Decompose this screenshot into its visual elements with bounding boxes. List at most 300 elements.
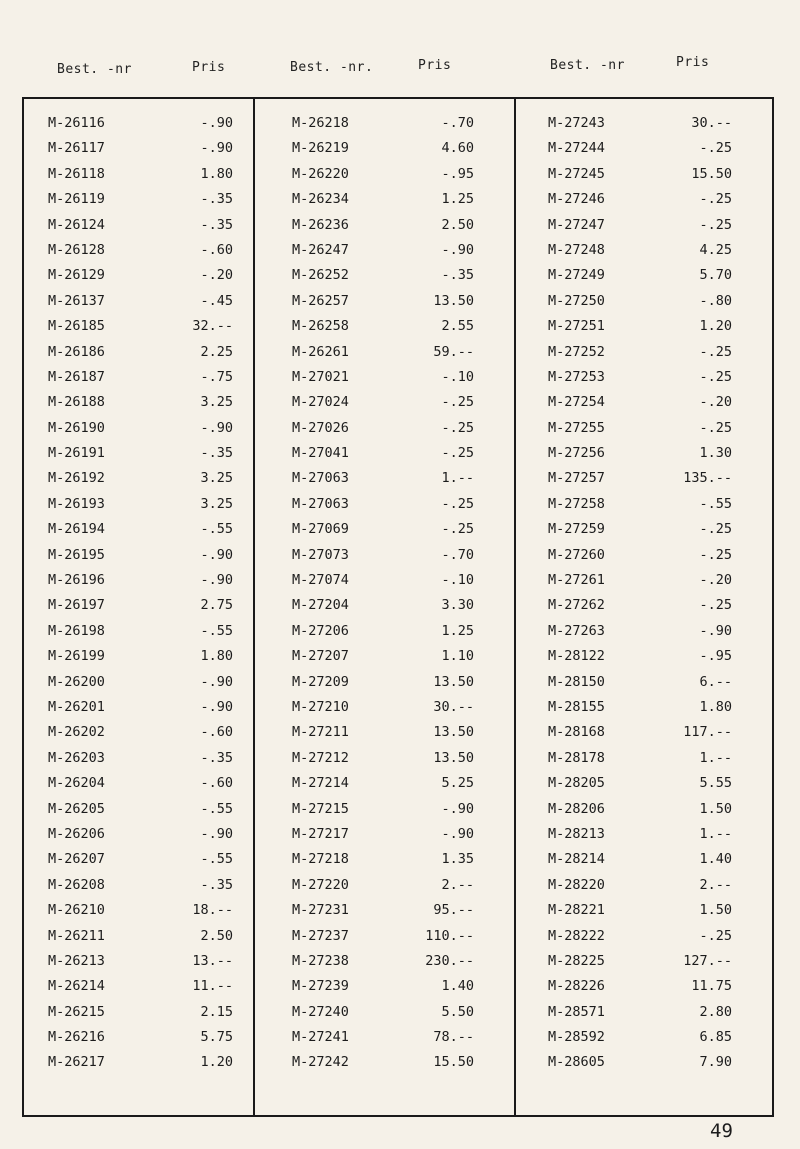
order-number: M-27261	[548, 572, 605, 589]
order-number: M-26137	[48, 292, 105, 309]
order-number: M-27239	[292, 978, 349, 995]
list-item	[48, 877, 233, 902]
order-number: M-26186	[48, 343, 105, 360]
list-item	[292, 470, 474, 495]
price-value: -.90	[699, 622, 732, 639]
list-item	[548, 648, 732, 673]
price-value: -.55	[699, 495, 732, 512]
list-item	[48, 953, 233, 978]
price-value: -.25	[441, 521, 474, 538]
order-number: M-27254	[548, 394, 605, 411]
list-item	[292, 623, 474, 648]
order-number: M-27253	[548, 368, 605, 385]
price-value: 1.80	[699, 698, 732, 715]
price-value: 2.75	[200, 597, 233, 614]
order-number: M-28571	[548, 1003, 605, 1020]
order-number: M-26199	[48, 648, 105, 665]
price-value: 1.50	[699, 800, 732, 817]
order-number: M-26236	[292, 216, 349, 233]
order-number: M-28155	[548, 698, 605, 715]
price-value: -.90	[200, 140, 233, 157]
list-item	[48, 445, 233, 470]
order-number: M-26220	[292, 165, 349, 182]
list-item	[292, 267, 474, 292]
order-number: M-26117	[48, 140, 105, 157]
order-number: M-27249	[548, 267, 605, 284]
order-number: M-26258	[292, 318, 349, 335]
price-value: 59.--	[433, 343, 474, 360]
price-value: 13.50	[433, 673, 474, 690]
order-number: M-26192	[48, 470, 105, 487]
order-number: M-26208	[48, 876, 105, 893]
order-number: M-26185	[48, 318, 105, 335]
order-number: M-26193	[48, 495, 105, 512]
price-value: 1.50	[699, 902, 732, 919]
price-value: 32.--	[192, 318, 233, 335]
order-number: M-26202	[48, 724, 105, 741]
list-item	[548, 572, 732, 597]
order-number: M-26116	[48, 115, 105, 131]
list-item	[48, 902, 233, 927]
price-value: -.55	[200, 851, 233, 868]
order-number: M-26216	[48, 1029, 105, 1046]
list-item	[548, 496, 732, 521]
order-number: M-27260	[548, 546, 605, 563]
order-number: M-28220	[548, 876, 605, 893]
price-value: 1.--	[699, 749, 732, 766]
order-number: M-26215	[48, 1003, 105, 1020]
list-item	[548, 217, 732, 242]
list-item	[48, 851, 233, 876]
order-number: M-28225	[548, 952, 605, 969]
price-value: -.60	[200, 724, 233, 741]
price-value: -.25	[699, 343, 732, 360]
list-item	[292, 521, 474, 546]
list-item	[292, 597, 474, 622]
price-value: 4.60	[441, 140, 474, 157]
order-number: M-26188	[48, 394, 105, 411]
price-value: -.35	[200, 445, 233, 462]
column-divider	[514, 97, 516, 1117]
list-item	[48, 140, 233, 165]
list-item	[548, 242, 732, 267]
list-item	[48, 724, 233, 749]
price-value: 1.25	[441, 191, 474, 208]
price-value: 2.80	[699, 1003, 732, 1020]
list-item	[48, 217, 233, 242]
price-value: -.25	[441, 445, 474, 462]
price-value: -.90	[441, 241, 474, 258]
list-item	[548, 724, 732, 749]
order-number: M-26190	[48, 419, 105, 436]
price-value: 5.25	[441, 775, 474, 792]
column-divider	[253, 97, 255, 1117]
order-number: M-26128	[48, 241, 105, 258]
price-value: -.75	[200, 368, 233, 385]
order-number: M-27026	[292, 419, 349, 436]
price-value: 127.--	[683, 952, 732, 969]
order-number: M-27220	[292, 876, 349, 893]
list-item	[292, 851, 474, 876]
list-item	[548, 597, 732, 622]
price-value: -.35	[200, 876, 233, 893]
col1-price-header: Pris	[192, 60, 226, 75]
list-item	[48, 978, 233, 1003]
price-value: -.25	[699, 216, 732, 233]
col2-code-header: Best. -nr.	[290, 60, 374, 75]
price-value: -.25	[699, 597, 732, 614]
price-value: 2.--	[441, 876, 474, 893]
price-value: -.10	[441, 572, 474, 589]
list-item	[548, 547, 732, 572]
list-item	[48, 775, 233, 800]
order-number: M-27243	[548, 115, 605, 131]
list-item	[292, 217, 474, 242]
order-number: M-26207	[48, 851, 105, 868]
price-value: 5.50	[441, 1003, 474, 1020]
list-item	[48, 597, 233, 622]
order-number: M-26234	[292, 191, 349, 208]
order-number: M-26257	[292, 292, 349, 309]
list-item	[48, 572, 233, 597]
order-number: M-27237	[292, 927, 349, 944]
order-number: M-27209	[292, 673, 349, 690]
price-value: -.35	[200, 749, 233, 766]
price-value: 78.--	[433, 1029, 474, 1046]
price-value: 3.30	[441, 597, 474, 614]
order-number: M-27259	[548, 521, 605, 538]
order-number: M-28605	[548, 1054, 605, 1071]
order-number: M-26247	[292, 241, 349, 258]
price-value: 30.--	[691, 115, 732, 131]
list-item	[48, 674, 233, 699]
price-value: 2.15	[200, 1003, 233, 1020]
price-value: 11.--	[192, 978, 233, 995]
list-item	[292, 877, 474, 902]
list-item	[548, 344, 732, 369]
order-number: M-28178	[548, 749, 605, 766]
price-column-3	[548, 115, 732, 1080]
order-number: M-27247	[548, 216, 605, 233]
price-value: 1.10	[441, 648, 474, 665]
order-number: M-26205	[48, 800, 105, 817]
price-value: -.80	[699, 292, 732, 309]
list-item	[48, 267, 233, 292]
order-number: M-27257	[548, 470, 605, 487]
order-number: M-26252	[292, 267, 349, 284]
price-value: 13.50	[433, 724, 474, 741]
price-value: -.35	[200, 191, 233, 208]
list-item	[548, 445, 732, 470]
order-number: M-28150	[548, 673, 605, 690]
order-number: M-27206	[292, 622, 349, 639]
order-number: M-27063	[292, 495, 349, 512]
price-value: -.25	[441, 394, 474, 411]
price-value: -.90	[200, 419, 233, 436]
price-value: -.95	[699, 648, 732, 665]
list-item	[292, 140, 474, 165]
order-number: M-26203	[48, 749, 105, 766]
order-number: M-27021	[292, 368, 349, 385]
price-value: 5.75	[200, 1029, 233, 1046]
order-number: M-27244	[548, 140, 605, 157]
price-value: -.90	[200, 698, 233, 715]
price-value: 2.--	[699, 876, 732, 893]
price-value: -.55	[200, 521, 233, 538]
order-number: M-26191	[48, 445, 105, 462]
order-number: M-27231	[292, 902, 349, 919]
price-value: 3.25	[200, 470, 233, 487]
list-item	[48, 1004, 233, 1029]
order-number: M-28226	[548, 978, 605, 995]
price-value: 13.50	[433, 292, 474, 309]
list-item	[548, 801, 732, 826]
order-number: M-26217	[48, 1054, 105, 1071]
price-value: -.25	[699, 419, 732, 436]
price-value: -.70	[441, 115, 474, 131]
price-value: -.25	[699, 191, 732, 208]
order-number: M-27256	[548, 445, 605, 462]
price-value: -.90	[441, 825, 474, 842]
list-item	[48, 648, 233, 673]
order-number: M-26210	[48, 902, 105, 919]
list-item	[48, 1054, 233, 1079]
list-item	[548, 521, 732, 546]
order-number: M-28213	[548, 825, 605, 842]
price-value: 5.70	[699, 267, 732, 284]
price-value: 110.--	[425, 927, 474, 944]
list-item	[48, 242, 233, 267]
order-number: M-27252	[548, 343, 605, 360]
list-item	[48, 623, 233, 648]
page-number: 49	[710, 1120, 733, 1142]
price-value: 6.--	[699, 673, 732, 690]
price-value: -.10	[441, 368, 474, 385]
price-value: 3.25	[200, 394, 233, 411]
list-item	[48, 801, 233, 826]
list-item	[548, 166, 732, 191]
list-item	[548, 1004, 732, 1029]
order-number: M-26196	[48, 572, 105, 589]
order-number: M-27258	[548, 495, 605, 512]
order-number: M-27250	[548, 292, 605, 309]
order-number: M-27251	[548, 318, 605, 335]
order-number: M-28168	[548, 724, 605, 741]
list-item	[548, 420, 732, 445]
list-item	[548, 775, 732, 800]
list-item	[548, 369, 732, 394]
order-number: M-26195	[48, 546, 105, 563]
price-value: 1.80	[200, 165, 233, 182]
list-item	[48, 420, 233, 445]
list-item	[48, 191, 233, 216]
order-number: M-27248	[548, 241, 605, 258]
list-item	[548, 1054, 732, 1079]
order-number: M-27241	[292, 1029, 349, 1046]
price-value: -.90	[200, 825, 233, 842]
list-item	[292, 724, 474, 749]
list-item	[292, 344, 474, 369]
list-item	[548, 699, 732, 724]
price-value: 1.80	[200, 648, 233, 665]
list-item	[48, 496, 233, 521]
list-item	[48, 470, 233, 495]
list-item	[292, 394, 474, 419]
order-number: M-27212	[292, 749, 349, 766]
price-value: -.25	[699, 140, 732, 157]
list-item	[292, 496, 474, 521]
order-number: M-26214	[48, 978, 105, 995]
order-number: M-27024	[292, 394, 349, 411]
price-value: -.55	[200, 622, 233, 639]
order-number: M-27263	[548, 622, 605, 639]
price-value: -.90	[200, 115, 233, 131]
order-number: M-27073	[292, 546, 349, 563]
list-item	[548, 851, 732, 876]
list-item	[292, 445, 474, 470]
order-number: M-26201	[48, 698, 105, 715]
price-value: 3.25	[200, 495, 233, 512]
order-number: M-27207	[292, 648, 349, 665]
price-value: 15.50	[433, 1054, 474, 1071]
col1-code-header: Best. -nr	[57, 62, 132, 77]
order-number: M-28122	[548, 648, 605, 665]
list-item	[48, 521, 233, 546]
list-item	[292, 775, 474, 800]
order-number: M-27218	[292, 851, 349, 868]
list-item	[292, 572, 474, 597]
list-item	[548, 826, 732, 851]
price-value: -.90	[200, 546, 233, 563]
price-value: 11.75	[691, 978, 732, 995]
price-value: -.60	[200, 775, 233, 792]
price-column-2	[292, 115, 474, 1080]
list-item	[292, 978, 474, 1003]
order-number: M-26119	[48, 191, 105, 208]
list-item	[48, 166, 233, 191]
list-item	[548, 623, 732, 648]
list-item	[292, 1004, 474, 1029]
order-number: M-26200	[48, 673, 105, 690]
list-item	[292, 191, 474, 216]
list-item	[548, 877, 732, 902]
order-number: M-27255	[548, 419, 605, 436]
order-number: M-28222	[548, 927, 605, 944]
price-value: 13.--	[192, 952, 233, 969]
order-number: M-26187	[48, 368, 105, 385]
order-number: M-27074	[292, 572, 349, 589]
price-value: -.25	[699, 927, 732, 944]
list-item	[292, 1029, 474, 1054]
price-column-1	[48, 115, 233, 1080]
price-value: 1.20	[200, 1054, 233, 1071]
order-number: M-27069	[292, 521, 349, 538]
order-number: M-26206	[48, 825, 105, 842]
list-item	[292, 242, 474, 267]
price-value: 230.--	[425, 952, 474, 969]
price-value: 1.25	[441, 622, 474, 639]
price-value: 135.--	[683, 470, 732, 487]
list-item	[548, 978, 732, 1003]
price-value: 7.90	[699, 1054, 732, 1071]
price-value: 30.--	[433, 698, 474, 715]
price-value: 13.50	[433, 749, 474, 766]
price-value: -.20	[699, 394, 732, 411]
order-number: M-27242	[292, 1054, 349, 1071]
list-item	[292, 166, 474, 191]
price-value: 95.--	[433, 902, 474, 919]
list-item	[292, 750, 474, 775]
price-value: 2.50	[441, 216, 474, 233]
price-value: -.25	[699, 521, 732, 538]
list-item	[292, 674, 474, 699]
col3-price-header: Pris	[676, 55, 710, 70]
list-item	[292, 115, 474, 140]
list-item	[48, 394, 233, 419]
price-value: -.25	[699, 368, 732, 385]
order-number: M-27210	[292, 698, 349, 715]
price-value: 6.85	[699, 1029, 732, 1046]
col2-price-header: Pris	[418, 58, 452, 73]
order-number: M-27246	[548, 191, 605, 208]
price-value: -.55	[200, 800, 233, 817]
list-item	[292, 902, 474, 927]
price-value: -.90	[200, 673, 233, 690]
list-item	[292, 953, 474, 978]
list-item	[548, 394, 732, 419]
order-number: M-26197	[48, 597, 105, 614]
price-value: -.25	[699, 546, 732, 563]
list-item	[548, 953, 732, 978]
list-item	[48, 699, 233, 724]
list-item	[48, 293, 233, 318]
order-number: M-27063	[292, 470, 349, 487]
order-number: M-28221	[548, 902, 605, 919]
list-item	[292, 801, 474, 826]
list-item	[548, 318, 732, 343]
order-number: M-26198	[48, 622, 105, 639]
price-value: -.20	[200, 267, 233, 284]
list-item	[548, 140, 732, 165]
order-number: M-27245	[548, 165, 605, 182]
list-item	[548, 293, 732, 318]
list-item	[48, 547, 233, 572]
order-number: M-27262	[548, 597, 605, 614]
price-value: 18.--	[192, 902, 233, 919]
list-item	[292, 420, 474, 445]
list-item	[292, 547, 474, 572]
list-item	[548, 1029, 732, 1054]
price-value: 2.50	[200, 927, 233, 944]
price-value: 1.20	[699, 318, 732, 335]
list-item	[548, 928, 732, 953]
order-number: M-27240	[292, 1003, 349, 1020]
list-item	[292, 648, 474, 673]
list-item	[292, 1054, 474, 1079]
list-item	[548, 750, 732, 775]
price-value: 1.30	[699, 445, 732, 462]
list-item	[48, 344, 233, 369]
price-value: 1.--	[699, 825, 732, 842]
price-value: 15.50	[691, 165, 732, 182]
order-number: M-26194	[48, 521, 105, 538]
price-value: -.45	[200, 292, 233, 309]
list-item	[292, 293, 474, 318]
list-item	[48, 826, 233, 851]
price-value: -.25	[441, 419, 474, 436]
list-item	[48, 369, 233, 394]
order-number: M-26124	[48, 216, 105, 233]
